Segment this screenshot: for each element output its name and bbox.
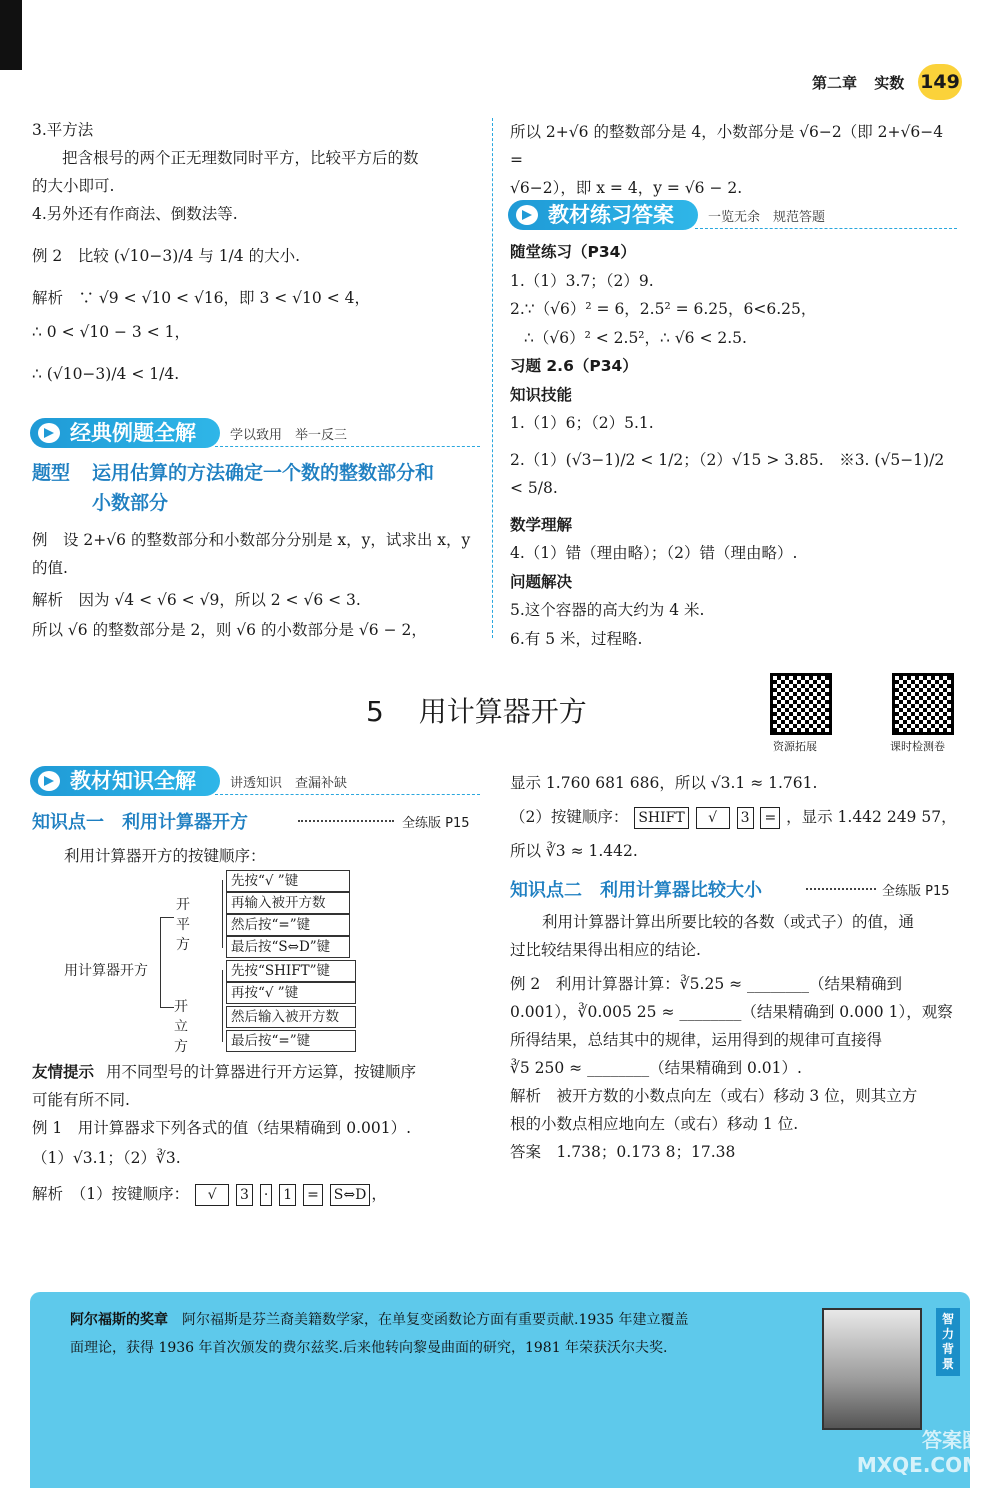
answers-subheading: 问题解决 — [510, 572, 573, 591]
text-line: 显示 1.760 681 686，所以 √3.1 ≈ 1.761. — [510, 774, 818, 792]
kp1-dots — [298, 820, 394, 822]
banner-practice: 教材练习答案 — [508, 200, 698, 230]
flow-step: 然后按“=”键 — [226, 914, 350, 936]
megaphone-icon — [38, 771, 60, 791]
section-title-text: 用计算器开方 — [418, 695, 587, 728]
text-line: 根的小数点相应地向左（或右）移动 1 位. — [510, 1115, 799, 1133]
kp1-title: 知识点一 利用计算器开方 — [32, 812, 248, 833]
left-example — [32, 526, 487, 644]
text-line: 所以 √6 的整数部分是 2，则 √6 的小数部分是 √6 − 2， — [32, 621, 427, 639]
text-line: 0.001），∛0.005 25 ≈ ________（结果精确到 0.000 1），观察 — [510, 1003, 953, 1021]
text-line: 解析 ∵ √9 < √10 < √16，即 3 < √10 < 4， — [32, 289, 370, 307]
flow-step: 最后按“S⇔D”键 — [226, 936, 350, 958]
megaphone-icon — [516, 205, 538, 225]
answers-heading: 随堂练习（P34） — [510, 243, 636, 261]
text-line: ∴ (√10−3)/4 < 1/4. — [32, 365, 180, 383]
kp2-ref: 全练版 P15 — [882, 884, 950, 899]
answer-line: 2.（1）(√3−1)/2 < 1/2；（2）√15 > 3.85. ※3. (√5−1)/2 < 5/8. — [510, 450, 945, 497]
banner-classic-sub: 学以致用 举一反三 — [230, 428, 348, 443]
page-number: 149 — [918, 64, 962, 100]
text-line: 4.另外还有作商法、倒数法等. — [32, 205, 238, 223]
banner-knowledge-sub: 讲透知识 查漏补缺 — [230, 776, 348, 791]
flow-step: 先按“√ ”键 — [226, 870, 350, 892]
flow-step: 然后输入被开方数 — [226, 1006, 356, 1028]
key-3: 3 — [737, 807, 754, 829]
answer-line: 答案 1.738；0.173 8；17.38 — [510, 1143, 736, 1161]
kp2-dots — [806, 888, 876, 890]
qr-label-quiz: 课时检测卷 — [890, 740, 945, 753]
side-tag: 智力背景 — [936, 1308, 960, 1376]
key-sqrt: √ — [195, 1184, 229, 1206]
question-type-label: 题型 — [32, 462, 71, 484]
banner-classic-line — [215, 446, 480, 447]
flow-branch-sqrt: 开平方 — [176, 897, 190, 953]
text-line: √6−2），即 x = 4，y = √6 − 2. — [510, 179, 743, 197]
column-divider — [492, 118, 493, 638]
text-line: 解析 （1）按键顺序： — [32, 1185, 190, 1203]
topic-label: 实数 — [874, 74, 905, 92]
key-3: 3 — [236, 1184, 253, 1206]
text-line: 例 1 用计算器求下列各式的值（结果精确到 0.001）. — [32, 1119, 412, 1137]
section-title — [366, 690, 587, 730]
answer-line: 1.（1）6；（2）5.1. — [510, 414, 654, 432]
footer-title: 阿尔福斯的奖章 — [70, 1312, 168, 1328]
banner-practice-sub: 一览无余 规范答题 — [708, 210, 826, 225]
text-line: ∴ 0 < √10 − 3 < 1， — [32, 323, 190, 341]
question-type-text: 运用估算的方法确定一个数的整数部分和 小数部分 — [92, 462, 435, 514]
text-line: 的大小即可. — [32, 177, 115, 195]
qr-code-quiz[interactable] — [892, 673, 954, 735]
right-top-text — [510, 118, 960, 202]
text-line: 把含根号的两个正无理数同时平方，比较平方后的数 — [62, 149, 419, 167]
tip: 友情提示 用不同型号的计算器进行开方运算，按键顺序 可能有所不同. — [32, 1063, 417, 1109]
qr-code-resources[interactable] — [770, 673, 832, 735]
text-line: 所得结果，总结其中的规律，运用得到的规律可直接得 — [510, 1031, 883, 1049]
example-1: 例 1 用计算器求下列各式的值（结果精确到 0.001）. （1）√3.1；（2）∛3. 解析 （1）按键顺序： √ 3 · 1 = S⇔D ， — [32, 1114, 487, 1208]
portrait-image — [822, 1308, 922, 1430]
key-equals: = — [303, 1184, 323, 1206]
kp1-intro: 利用计算器开方的按键顺序： — [64, 847, 266, 865]
text-line: 所以 ∛3 ≈ 1.442. — [510, 842, 638, 860]
answer-line: 2.∵（√6）² = 6，2.5² = 6.25，6<6.25， — [510, 300, 817, 318]
question-type — [32, 458, 70, 488]
text-line: 例 2 比较 (√10−3)/4 与 1/4 的大小. — [32, 247, 300, 265]
flow-root: 用计算器开方 — [64, 963, 148, 979]
answers-subheading: 数学理解 — [510, 515, 573, 534]
key-equals: = — [760, 807, 780, 829]
flow-branch-cbrt: 开立方 — [174, 999, 188, 1055]
qr-label-resources: 资源拓展 — [773, 740, 817, 753]
footer-text: 阿尔福斯的奖章 阿尔福斯是芬兰裔美籍数学家，在单复变函数论方面有重要贡献.1935 年建立覆盖 面理论，获得 1936 年首次颁发的费尔兹奖.后来他转向黎曼曲面的研究，1981 年荣获沃尔夫奖. — [70, 1312, 689, 1356]
flow-step: 先按“SHIFT”键 — [226, 960, 356, 982]
answer-line: 1.（1）3.7；（2）9. — [510, 271, 654, 290]
answers-heading: 习题 2.6（P34） — [510, 357, 638, 375]
corner-mark — [0, 0, 22, 70]
text-line: 3.平方法 — [32, 121, 94, 139]
kp2-text: 利用计算器计算出所要比较的各数（或式子）的值，通 过比较结果得出相应的结论. — [510, 913, 915, 959]
key-sd: S⇔D — [330, 1184, 371, 1206]
text-line: 例 2 利用计算器计算：∛5.25 ≈ ________（结果精确到 — [510, 975, 903, 993]
watermark: 答案圈 MXQE.COM — [856, 1428, 982, 1477]
text-line: 解析 被开方数的小数点向左（或右）移动 3 位，则其立方 — [510, 1087, 918, 1105]
key-sqrt: √ — [696, 807, 730, 829]
text-line: 例 设 2+√6 的整数部分和小数部分分别是 x，y，试求出 x，y — [32, 531, 471, 549]
banner-classic: 经典例题全解 — [30, 418, 220, 448]
banner-knowledge: 教材知识全解 — [30, 766, 220, 796]
example-2 — [510, 970, 965, 1166]
kp1-ref: 全练版 P15 — [402, 816, 470, 831]
right-mid: 显示 1.760 681 686，所以 √3.1 ≈ 1.761. （2）按键顺序： SHIFT √ 3 = ，显示 1.442 249 57， 所以 ∛3 ≈ 1.442. — [510, 766, 960, 868]
banner-practice-line — [695, 228, 957, 229]
key-shift: SHIFT — [634, 807, 688, 829]
text-line: （1）√3.1；（2）∛3. — [32, 1149, 181, 1167]
tip-label: 友情提示 — [32, 1063, 95, 1081]
left-top-text — [32, 116, 482, 388]
banner-knowledge-line — [215, 794, 480, 795]
flow-step: 再按“√ ”键 — [226, 982, 356, 1004]
flow-step: 再输入被开方数 — [226, 892, 350, 914]
answer-line: ∴（√6）² < 2.5²，∴ √6 < 2.5. — [524, 328, 747, 347]
answers-subheading: 知识技能 — [510, 385, 573, 404]
chapter-label: 第二章 — [812, 74, 858, 92]
kp2-title: 知识点二 利用计算器比较大小 — [510, 880, 762, 901]
key-1: 1 — [279, 1184, 296, 1206]
answer-line: 5.这个容器的高大约为 4 米. — [510, 601, 705, 619]
answer-line: 4.（1）错（理由略）；（2）错（理由略）. — [510, 544, 798, 562]
text-line: 解析 因为 √4 < √6 < √9，所以 2 < √6 < 3. — [32, 591, 361, 609]
text-line: 的值. — [32, 559, 68, 577]
text-line: 所以 2+√6 的整数部分是 4，小数部分是 √6−2（即 2+√6−4 = — [510, 123, 944, 169]
answers-list — [510, 238, 960, 653]
answer-line: 6.有 5 米，过程略. — [510, 629, 643, 648]
section-number: 5 — [366, 695, 384, 728]
flow-step: 最后按“=”键 — [226, 1030, 356, 1052]
megaphone-icon — [38, 423, 60, 443]
text-line: ∛5 250 ≈ ________（结果精确到 0.01）. — [510, 1059, 802, 1077]
key-dot: · — [260, 1184, 272, 1206]
running-header — [812, 72, 904, 93]
